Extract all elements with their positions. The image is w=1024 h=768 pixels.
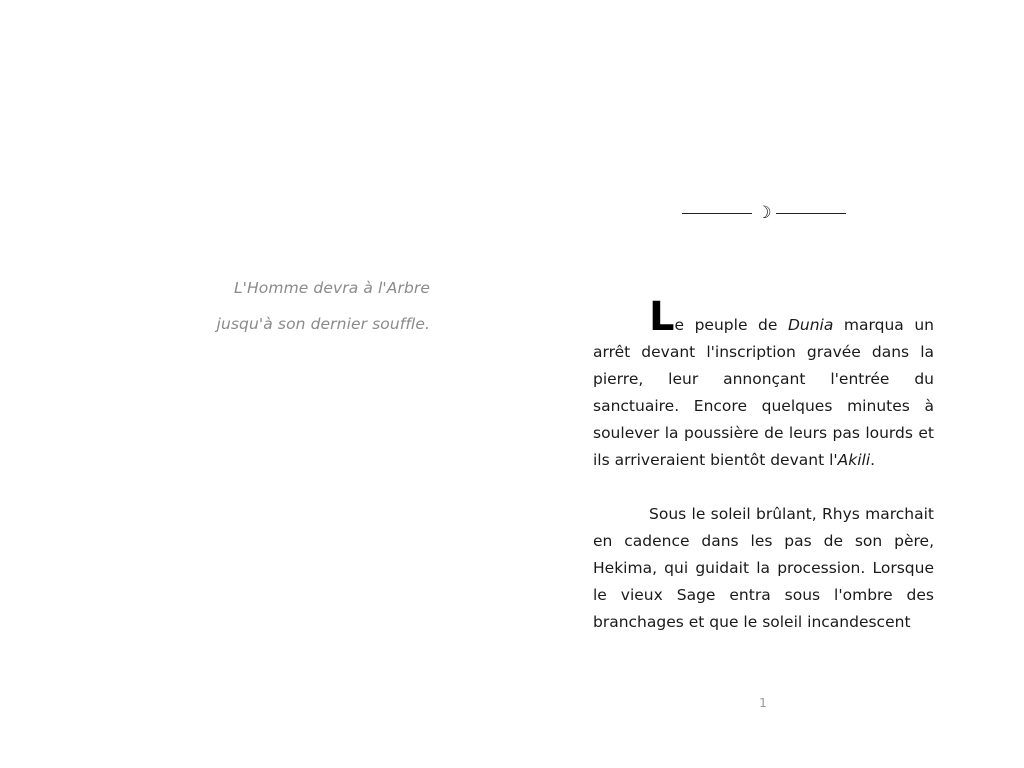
paragraph-2: Sous le soleil brûlant, Rhys marchait en cadence dans les pas de son père, Hekima, qui guidait la procession. Lorsque le vieux Sage entra sous l'ombre des branchages et que le soleil incandescent <box>593 505 934 631</box>
paragraph-1-italic-dunia: Dunia <box>787 316 834 334</box>
ornament-rule-left <box>682 213 752 214</box>
epigraph <box>190 276 430 348</box>
ornament-rule-right <box>776 213 846 214</box>
paragraph-1-text-1: e peuple de <box>674 316 788 334</box>
paragraph-1 <box>593 294 934 474</box>
epigraph-line-2: jusqu'à son dernier souffle. <box>216 315 430 333</box>
drop-cap: L <box>649 294 675 340</box>
epigraph-line-1: L'Homme devra à l'Arbre <box>233 279 430 297</box>
paragraph-1-italic-akili: Akili <box>837 451 871 469</box>
paragraph-1-text-2: marqua un arrêt devant l'inscription gravée dans la pierre, leur annonçant l'entrée du sanctuaire. Encore quelques minutes à soulever la poussière de leurs pas lourds et ils arriveraient bientôt devant l' <box>593 316 934 469</box>
chapter-text <box>593 294 934 636</box>
paragraph-1-text-3: . <box>870 451 876 469</box>
chapter-ornament <box>682 200 846 226</box>
page-number: 1 <box>759 696 767 710</box>
crescent-moon-icon: ☽ <box>756 203 772 223</box>
